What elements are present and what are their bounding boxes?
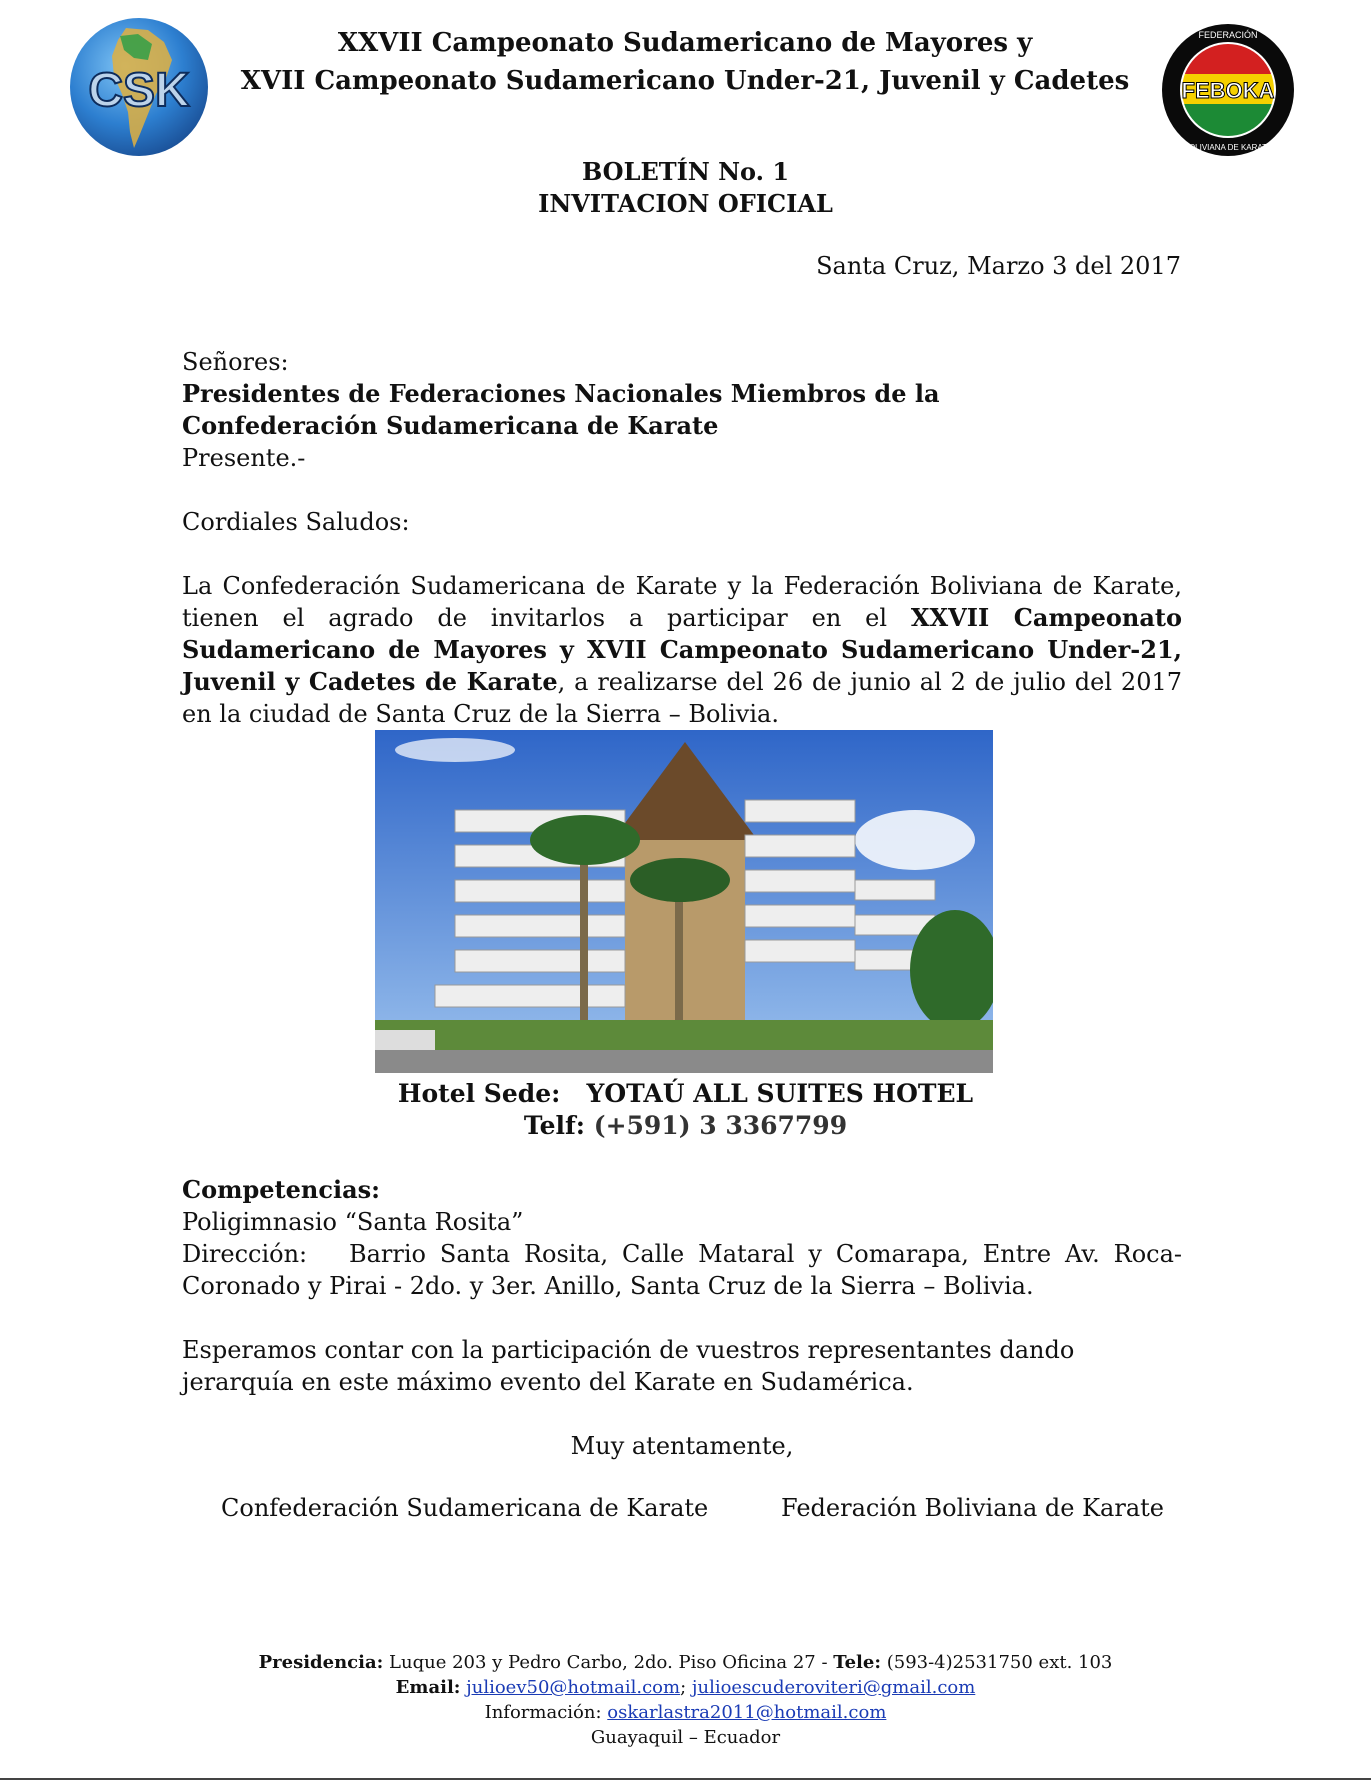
address-text: Barrio Santa Rosita, Calle Mataral y Comarapa, Entre Av. Roca-Coronado y Pirai - 2do. y 3er. Anillo, Santa Cruz de la Sierra – Bolivia.: [182, 1240, 1183, 1300]
email-link-1[interactable]: julioev50@hotmail.com: [466, 1677, 681, 1698]
tele-label: Tele:: [833, 1652, 881, 1673]
invitation-part2: , a realizarse del 26 de junio al 2 de julio del 2017 en la ciudad de Santa Cruz de la Sierra – Bolivia.: [182, 668, 1183, 728]
date-line: Santa Cruz, Marzo 3 del 2017: [816, 252, 1181, 280]
feboka-logo: [1160, 22, 1296, 158]
header-title: [240, 24, 1130, 100]
feboka-logo-text: FEBOKA: [1181, 78, 1275, 103]
header-title-line1: XXVII Campeonato Sudamericano de Mayores y: [337, 28, 1033, 58]
invitation-part1: La Confederación Sudamericana de Karate y la Federación Boliviana de Karate, tienen el agrado de invitarlos a participar en el: [182, 572, 1182, 632]
feboka-ring-top: FEDERACIÓN: [1198, 30, 1258, 40]
salutation: Señores:: [182, 348, 289, 376]
csk-logo-text: CSK: [88, 64, 190, 117]
feboka-ring-bottom: BOLIVIANA DE KARATE: [1183, 143, 1273, 152]
greeting: Cordiales Saludos:: [182, 508, 410, 536]
hotel-line: [0, 1078, 1371, 1110]
signature-right: Federación Boliviana de Karate: [781, 1494, 1164, 1522]
addressee-line1: Presidentes de Federaciones Nacionales Miembros de la: [182, 379, 940, 408]
hotel-photo: [375, 730, 993, 1073]
addressee-block: [182, 346, 1182, 474]
competencias-block: [182, 1174, 1182, 1302]
presidencia-text: Luque 203 y Pedro Carbo, 2do. Piso Oficina 27 -: [389, 1652, 834, 1673]
hotel-caption: [0, 1078, 1371, 1142]
hotel-phone: (+591) 3 3367799: [593, 1111, 848, 1140]
competencias-heading: Competencias:: [182, 1175, 381, 1204]
email-separator: ;: [680, 1677, 692, 1698]
bulletin-heading: [0, 156, 1371, 220]
csk-logo: [68, 16, 210, 158]
hotel-name: YOTAÚ ALL SUITES HOTEL: [586, 1079, 974, 1108]
info-email-link[interactable]: oskarlastra2011@hotmail.com: [607, 1702, 887, 1723]
bottom-divider: [0, 1778, 1371, 1780]
email-label: Email:: [395, 1677, 461, 1698]
closing-paragraph: Esperamos contar con la participación de vuestros representantes dando jerarquía en este máximo evento del Karate en Sudamérica.: [182, 1336, 1075, 1396]
bulletin-subtitle: INVITACION OFICIAL: [538, 189, 833, 218]
tele-text: (593-4)2531750 ext. 103: [886, 1652, 1113, 1673]
addressee-line2: Confederación Sudamericana de Karate: [182, 411, 719, 440]
competencias-venue: Poligimnasio “Santa Rosita”: [182, 1208, 524, 1236]
invitation-event: XXVII Campeonato Sudamericano de Mayores y XVII Campeonato Sudamericano Under-21, Juvenil y Cadetes de Karate: [182, 603, 1182, 696]
invitation-paragraph: [182, 570, 1182, 730]
hotel-phone-label: Telf:: [523, 1111, 586, 1140]
footer-city: Guayaquil – Ecuador: [590, 1727, 781, 1748]
presidencia-label: Presidencia:: [258, 1652, 384, 1673]
hotel-phone-line: [0, 1110, 1371, 1142]
info-label: Información:: [484, 1702, 602, 1723]
footer-info-line: [0, 1700, 1371, 1725]
closing: Muy atentamente,: [570, 1432, 794, 1460]
footer: [0, 1650, 1371, 1750]
footer-presidencia-line: [0, 1650, 1371, 1675]
email-link-2[interactable]: julioescuderoviteri@gmail.com: [691, 1677, 976, 1698]
address-label: Dirección:: [182, 1240, 308, 1268]
footer-email-line: [0, 1675, 1371, 1700]
competencias-address: [182, 1238, 1182, 1302]
header-title-line2: XVII Campeonato Sudamericano Under-21, Juvenil y Cadetes: [240, 66, 1130, 96]
presente: Presente.-: [182, 444, 306, 472]
hotel-label: Hotel Sede:: [397, 1079, 561, 1108]
bulletin-number: BOLETÍN No. 1: [581, 157, 790, 186]
signature-left: Confederación Sudamericana de Karate: [221, 1494, 709, 1522]
